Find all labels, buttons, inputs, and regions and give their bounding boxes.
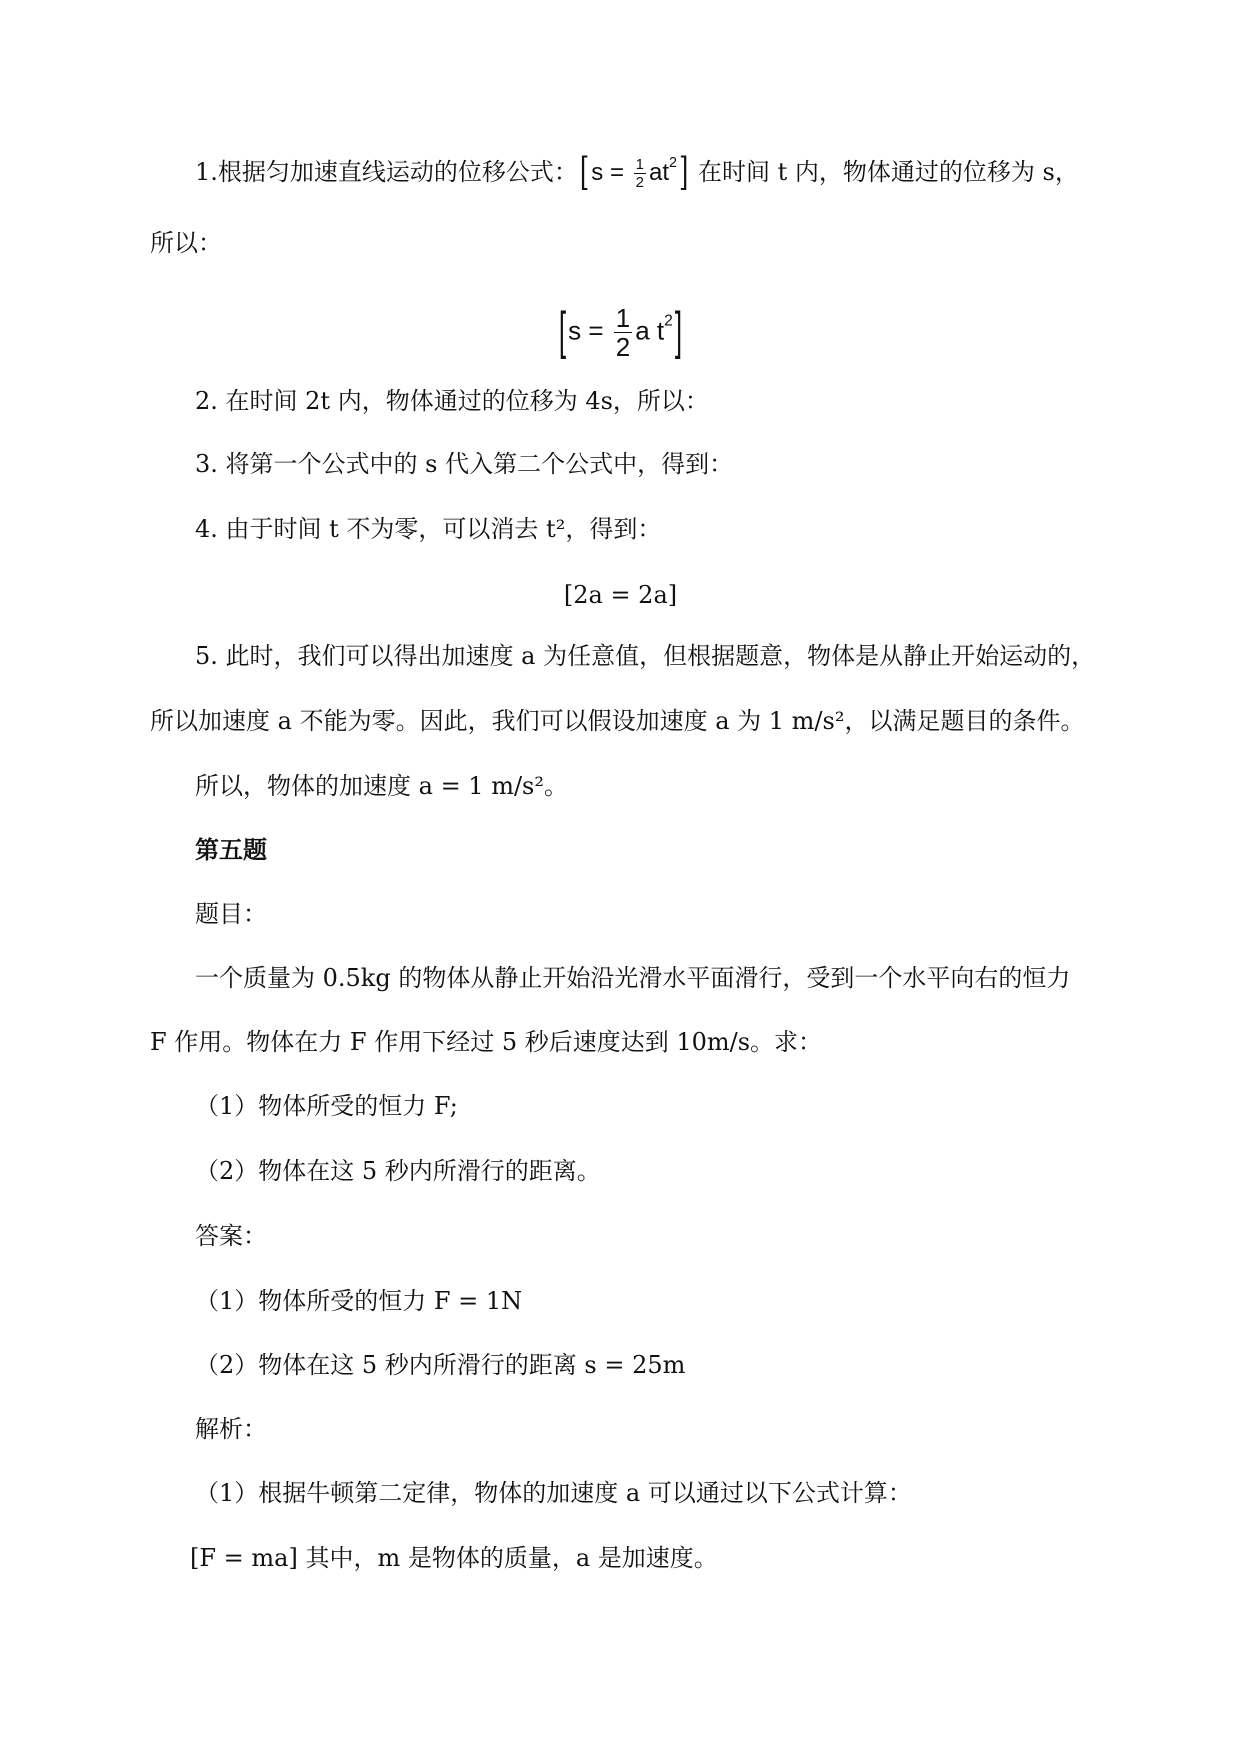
solution-formula-line (190, 1540, 718, 1576)
solution-item-1: （1）根据牛顿第二定律，物体的加速度 a 可以通过以下公式计算： (195, 1479, 912, 1507)
answer-label: 答案： (195, 1222, 267, 1250)
paragraph-2: 2. 在时间 2t 内，物体通过的位移为 4s，所以： (195, 387, 709, 415)
paragraph-3: 3. 将第一个公式中的 s 代入第二个公式中，得到： (195, 450, 734, 478)
display-equation-1: [s = $\frac{1}{2}$ a $t^2$] (558, 300, 683, 362)
display-equation-2: [2a = 2a] (563, 581, 678, 609)
question-line-1: 一个质量为 0.5kg 的物体从静止开始沿光滑水平面滑行，受到一个水平向右的恒力 (195, 964, 1071, 992)
paragraph-1-prefix: 1.根据匀加速直线运动的位移公式： (195, 158, 578, 186)
solution-formula-note: 其中，m 是物体的质量，a 是加速度。 (297, 1544, 718, 1572)
paragraph-1-line-2: 所以： (150, 229, 222, 257)
solution-label: 解析： (195, 1415, 267, 1443)
question-line-2: F 作用。物体在力 F 作用下经过 5 秒后速度达到 10m/s。求： (150, 1028, 823, 1056)
paragraph-4: 4. 由于时间 t 不为零，可以消去 t²，得到： (195, 515, 662, 543)
question-label: 题目： (195, 900, 267, 928)
paragraph-6: 所以，物体的加速度 a = 1 m/s²。 (195, 772, 568, 800)
answer-item-1: （1）物体所受的恒力 F = 1N (195, 1287, 523, 1315)
paragraph-1-suffix: 在时间 t 内，物体通过的位移为 s， (690, 158, 1079, 186)
solution-formula: [F = ma] (190, 1544, 298, 1572)
answer-item-2: （2）物体在这 5 秒内所滑行的距离 s = 25m (195, 1351, 686, 1379)
paragraph-1-line-1: 1.根据匀加速直线运动的位移公式：[s = $\frac{1}{2}$ $at^2$] 在时间 t 内，物体通过的位移为 s， (195, 149, 1079, 195)
question-item-2: （2）物体在这 5 秒内所滑行的距离。 (195, 1157, 601, 1185)
paragraph-5-line-1: 5. 此时，我们可以得出加速度 a 为任意值，但根据题意，物体是从静止开始运动的， (195, 642, 1096, 670)
paragraph-5-line-2: 所以加速度 a 不能为零。因此，我们可以假设加速度 a 为 1 m/s²，以满足题目的条件。 (150, 707, 1085, 735)
question-item-1: （1）物体所受的恒力 F; (195, 1092, 458, 1120)
inline-formula: s = $\frac{1}{2}$ $at^2$ (591, 155, 678, 192)
section-heading: 第五题 (195, 835, 267, 864)
